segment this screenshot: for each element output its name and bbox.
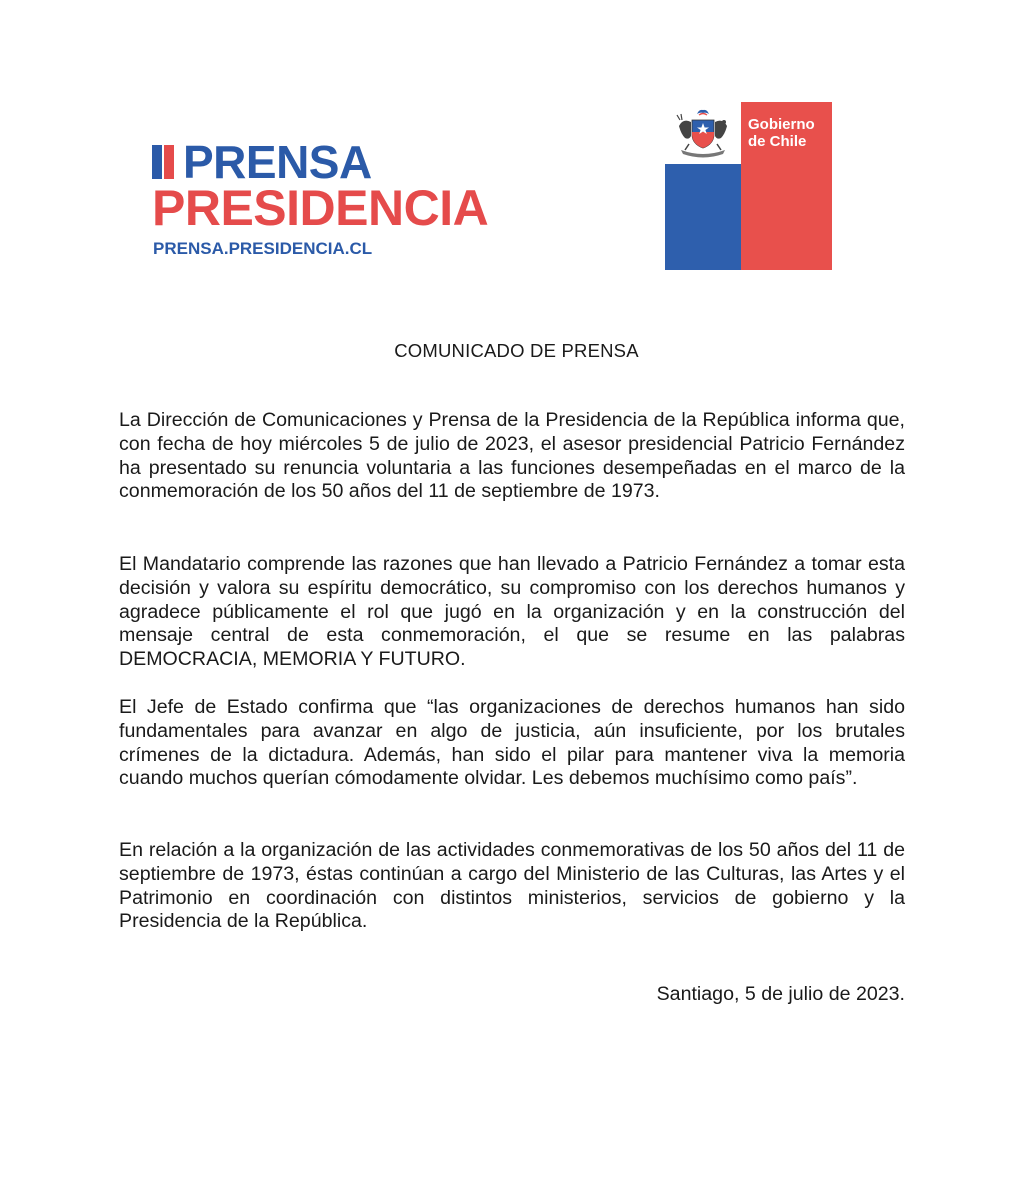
paragraph-1: La Dirección de Comunicaciones y Prensa de la Presidencia de la República informa que, con fecha de hoy miércoles 5 de julio de 2023, el asesor presidencial Patricio Fernández ha presentado su renuncia voluntaria a las funciones desempeñadas en el marco de la conmemoración de los 50 años del 11 de septiembre de 1973. — [119, 409, 905, 503]
gobierno-logo-line2: de Chile — [748, 133, 807, 150]
prensa-logo-line2: PRESIDENCIA — [152, 180, 489, 236]
gobierno-de-chile-wordmark — [748, 116, 830, 150]
signoff-place-date: Santiago, 5 de julio de 2023. — [656, 983, 905, 1005]
prensa-logo-line1: PRENSA — [183, 136, 372, 188]
document-title: COMUNICADO DE PRENSA — [394, 340, 639, 361]
flag-bars-icon — [152, 145, 180, 179]
paragraph-2: El Mandatario comprende las razones que han llevado a Patricio Fernández a tomar esta decisión y valora su espíritu democrático, su compromiso con los derechos humanos y agradece públicamente el rol que jugó en la organización y en la construcción del mensaje central de esta conmemoración, el que se resume en las palabras DEMOCRACIA, MEMORIA Y FUTURO. — [119, 553, 905, 671]
prensa-presidencia-logo — [152, 136, 552, 265]
paragraph-3: El Jefe de Estado confirma que “las organizaciones de derechos humanos han sido fundamentales para avanzar en algo de justicia, aún insuficiente, por los brutales crímenes de la dictadura. Además, han sido el pilar para mantener viva la memoria cuando muchos querían cómodamente olvidar. Les debemos muchísimo como país”. — [119, 696, 905, 790]
prensa-logo-url: PRENSA.PRESIDENCIA.CL — [153, 239, 373, 258]
paragraph-4: En relación a la organización de las actividades conmemorativas de los 50 años del 11 de septiembre de 1973, éstas continúan a cargo del Ministerio de las Culturas, las Artes y el Patrimonio en coordinación con distintos ministerios, servicios de gobierno y la Presidencia de la República. — [119, 839, 905, 933]
gobierno-de-chile-logo — [665, 102, 832, 270]
gobierno-logo-line1: Gobierno — [748, 116, 815, 133]
coat-of-arms-icon — [671, 108, 735, 158]
